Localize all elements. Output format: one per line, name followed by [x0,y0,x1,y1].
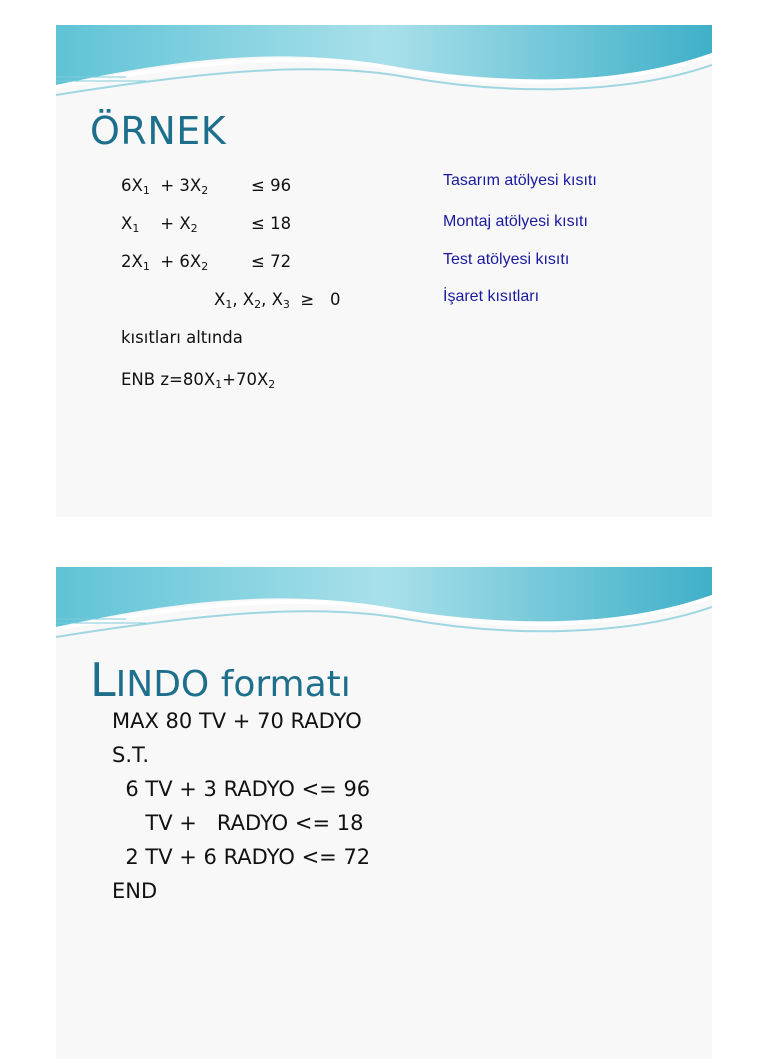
subject-to-text: kısıtları altında [121,328,243,347]
constraint-rhs: ≤ 96 [251,176,292,195]
constraint-note: Montaj atölyesi kısıtı [443,213,588,230]
lindo-line: MAX 80 TV + 70 RADYO [112,709,362,733]
slide-ornek [56,25,712,517]
constraint-note: Test atölyesi kısıtı [443,251,570,268]
lindo-line: 6 TV + 3 RADYO <= 96 [112,777,371,801]
lindo-line: 2 TV + 6 RADYO <= 72 [112,845,371,869]
slide-title: ÖRNEK [90,109,227,153]
sign-note: İşaret kısıtları [443,288,540,305]
lindo-line: END [112,879,158,903]
wave-header-decoration [56,567,712,647]
slide-lindo-format [56,567,712,1059]
constraint-rhs: ≤ 72 [251,252,292,271]
constraint-row: $X_1$ + $X_2$ [121,214,198,235]
constraint-rhs: ≤ 18 [251,214,292,233]
constraint-note: Tasarım atölyesi kısıtı [443,172,597,189]
constraint-row: $2X_1 + 6X_2$ [121,252,209,273]
constraint-row: $6X_1 + 3X_2$ [121,176,209,197]
wave-header-decoration [56,25,712,105]
slide-title: LINDO formatı [90,653,351,707]
lindo-line: TV + RADYO <= 18 [112,811,364,835]
sign-constraint: $X_1$, $X_2$, $X_3 \ge 0$ [214,290,341,311]
lindo-line: S.T. [112,743,150,767]
objective-function: ENB $z=80X_1+70X_2$ [121,370,276,391]
